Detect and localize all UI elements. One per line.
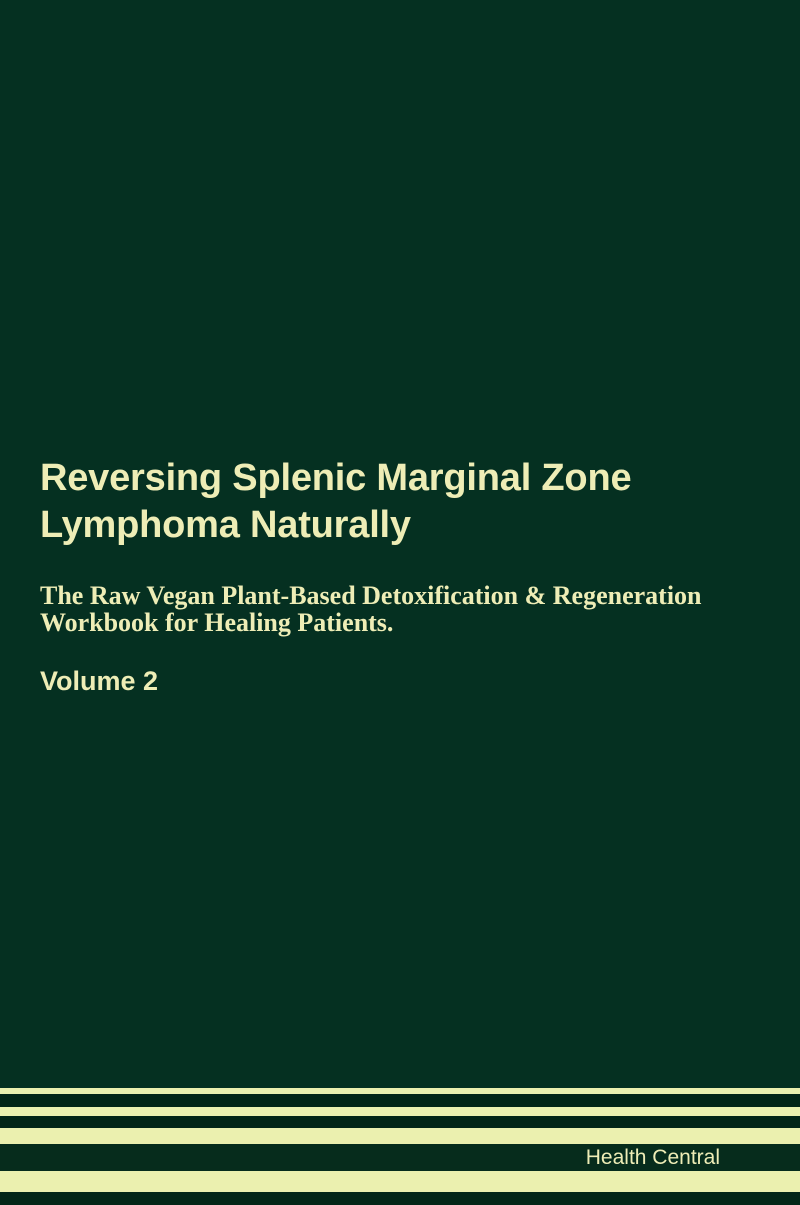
book-title — [40, 455, 760, 549]
volume-label: Volume 2 — [40, 666, 159, 696]
book-subtitle — [40, 582, 760, 636]
footer-stripe-thin-2 — [0, 1107, 800, 1116]
title-line-2: Lymphoma Naturally — [40, 504, 411, 546]
title-line-1: Reversing Splenic Marginal Zone — [40, 457, 632, 499]
footer-stripe-dark-2 — [0, 1116, 800, 1128]
publisher-band — [0, 1144, 800, 1171]
publisher-name: Health Central — [585, 1146, 720, 1169]
footer-stripe-medium — [0, 1128, 800, 1144]
subtitle-line-1: The Raw Vegan Plant-Based Detoxification & Regeneration — [40, 581, 702, 610]
subtitle-line-2: Workbook for Healing Patients. — [40, 608, 394, 637]
footer-stripe-wide — [0, 1171, 800, 1192]
footer-stripe-dark-1 — [0, 1094, 800, 1107]
footer-stripe-bottom — [0, 1192, 800, 1205]
